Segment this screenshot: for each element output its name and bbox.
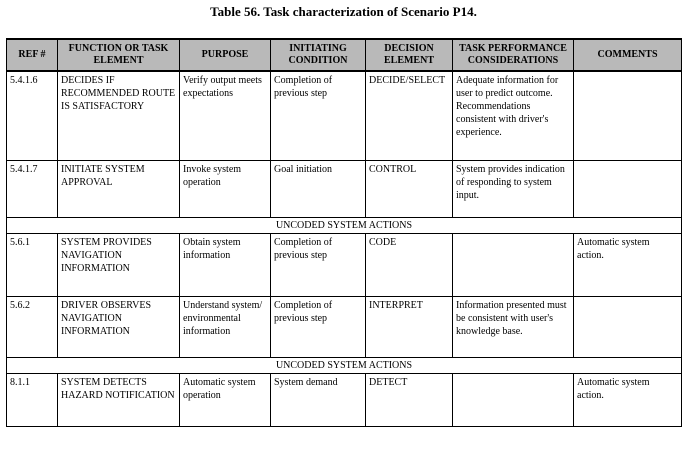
cell-considerations (453, 234, 574, 297)
section-row (7, 218, 682, 234)
cell-decision: CODE (366, 234, 453, 297)
cell-comments (574, 297, 682, 358)
table-row (7, 234, 682, 297)
col-header-ref: REF # (7, 39, 58, 71)
cell-decision: DETECT (366, 374, 453, 427)
section-label: UNCODED SYSTEM ACTIONS (7, 358, 682, 374)
col-header-function: FUNCTION OR TASK ELEMENT (58, 39, 180, 71)
col-header-considerations: TASK PERFORMANCE CONSIDERATIONS (453, 39, 574, 71)
cell-initiating: System demand (271, 374, 366, 427)
header-row (7, 39, 682, 71)
cell-comments: Automatic system action. (574, 234, 682, 297)
cell-function: DRIVER OBSERVES NAVIGATION INFORMATION (58, 297, 180, 358)
task-characterization-table (6, 38, 682, 427)
cell-ref: 5.4.1.7 (7, 161, 58, 218)
cell-ref: 5.4.1.6 (7, 71, 58, 161)
cell-comments (574, 71, 682, 161)
cell-ref: 8.1.1 (7, 374, 58, 427)
cell-function: SYSTEM DETECTS HAZARD NOTIFICATION (58, 374, 180, 427)
cell-purpose: Verify output meets expectations (180, 71, 271, 161)
cell-considerations: Adequate information for user to predict outcome. Recommendations consistent with driver's experience. (453, 71, 574, 161)
cell-decision: INTERPRET (366, 297, 453, 358)
cell-initiating: Goal initiation (271, 161, 366, 218)
cell-purpose: Understand system/ environmental information (180, 297, 271, 358)
cell-ref: 5.6.2 (7, 297, 58, 358)
section-label: UNCODED SYSTEM ACTIONS (7, 218, 682, 234)
cell-decision: CONTROL (366, 161, 453, 218)
cell-considerations (453, 374, 574, 427)
col-header-initiating: INITIATING CONDITION (271, 39, 366, 71)
cell-purpose: Invoke system operation (180, 161, 271, 218)
cell-initiating: Completion of previous step (271, 297, 366, 358)
cell-initiating: Completion of previous step (271, 234, 366, 297)
cell-function: SYSTEM PROVIDES NAVIGATION INFORMATION (58, 234, 180, 297)
cell-considerations: Information presented must be consistent with user's knowledge base. (453, 297, 574, 358)
cell-function: DECIDES IF RECOMMENDED ROUTE IS SATISFACTORY (58, 71, 180, 161)
cell-ref: 5.6.1 (7, 234, 58, 297)
cell-considerations: System provides indication of responding to system input. (453, 161, 574, 218)
cell-comments: Automatic system action. (574, 374, 682, 427)
table-row (7, 297, 682, 358)
cell-decision: DECIDE/SELECT (366, 71, 453, 161)
cell-purpose: Automatic system operation (180, 374, 271, 427)
table-row (7, 374, 682, 427)
cell-purpose: Obtain system information (180, 234, 271, 297)
cell-function: INITIATE SYSTEM APPROVAL (58, 161, 180, 218)
cell-comments (574, 161, 682, 218)
section-row (7, 358, 682, 374)
table-row (7, 161, 682, 218)
col-header-decision: DECISION ELEMENT (366, 39, 453, 71)
table-title: Table 56. Task characterization of Scenario P14. (210, 4, 477, 19)
col-header-comments: COMMENTS (574, 39, 682, 71)
cell-initiating: Completion of previous step (271, 71, 366, 161)
col-header-purpose: PURPOSE (180, 39, 271, 71)
table-row (7, 71, 682, 161)
